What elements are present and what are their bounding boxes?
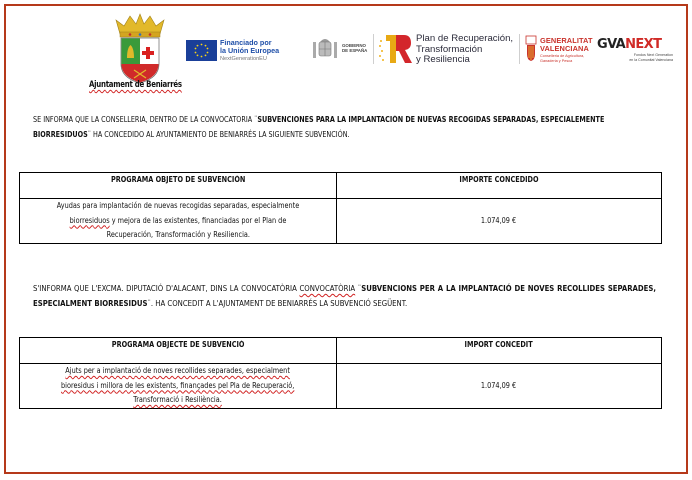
- subsidy-table-es: [19, 172, 662, 244]
- intro-es-text-2: ¨ HA CONCEDIDO AL AYUNTAMIENTO DE BENIARRÉS LA SIGUIENTE SUBVENCIÓN.: [87, 129, 350, 139]
- generalitat-line4: Ganaderia y Pesca: [540, 59, 573, 64]
- town-caption-text: Ajuntament de Beniarrés: [89, 80, 182, 90]
- gobierno-logo-text: [342, 43, 367, 53]
- table-row: [20, 199, 662, 244]
- table-row: [20, 364, 662, 409]
- generalitat-line2: VALENCIANA: [540, 44, 589, 53]
- logo-divider: [373, 34, 374, 64]
- program-line: Ajuts per a implantació de noves recollides separades, especialment: [65, 366, 291, 375]
- gvanext-brand-b: NEXT: [625, 37, 662, 52]
- table-header-row: [20, 338, 662, 364]
- logo-divider: [519, 34, 520, 64]
- table-header-row: [20, 173, 662, 199]
- intro-paragraph-va: [33, 282, 656, 311]
- column-header-amount: [337, 173, 662, 199]
- intro-va-misspelled: CONVOCATÒRIA: [299, 284, 356, 293]
- prtr-line3: y Resiliencia: [416, 54, 470, 65]
- gobierno-line2: DE ESPAÑA: [342, 48, 368, 53]
- town-logo-caption: [89, 80, 182, 90]
- program-line: bioresidus i millora de les existents, finançades pel Pla de Recuperació,: [61, 380, 295, 390]
- amount-cell: [337, 199, 662, 244]
- program-cell: [20, 364, 337, 409]
- prtr-tr-mark-icon: [378, 33, 414, 65]
- program-line: Ayudas para implantación de nuevas recogidas separadas, especialmente: [56, 201, 300, 210]
- amount-value: 1.074,09 €: [481, 216, 517, 226]
- generalitat-line3: Conselleria de Agricultura,: [540, 54, 585, 58]
- gvanext-sub1: Fondos Next Generation: [633, 53, 673, 57]
- town-coat-of-arms-logo: [110, 12, 170, 86]
- column-header-program: [20, 338, 337, 364]
- prtr-line2: Transformación: [416, 43, 483, 55]
- amount-value: 1.074,09 €: [481, 381, 517, 391]
- gvanext-brand-a: GVA: [597, 37, 626, 52]
- eu-flag-icon: [186, 40, 217, 61]
- eu-logo-line3: NextGenerationEU: [220, 56, 267, 62]
- gvanext-logo: [597, 37, 673, 62]
- intro-paragraph-es: [33, 113, 656, 142]
- eu-logo-line1: Financiado por: [220, 38, 272, 47]
- generalitat-line1: GENERALITAT: [540, 36, 593, 45]
- intro-es-text-1: SE INFORMA QUE LA CONSELLERIA, DENTRO DE LA CONVOCATORIA ¨: [33, 115, 258, 124]
- generalitat-emblem-icon: [524, 34, 538, 62]
- gvanext-sub2: en la Comunitat Valenciana: [629, 58, 673, 62]
- column-header-amount: [337, 338, 662, 364]
- intro-va-text-2: ¨: [355, 284, 362, 293]
- subsidy-table-va: [19, 337, 662, 409]
- eu-funding-logo: [220, 39, 279, 63]
- program-line: Transformació i Resiliència.: [133, 395, 223, 404]
- intro-va-bold: SUBVENCIONS PER A LA IMPLANTACIÓ DE NOVES RECOLLIDES SEPARADES, ESPECIALMENT BIORRESIDUS: [33, 284, 656, 308]
- column-header-program-text: PROGRAMA OBJECTE DE SUBVENCIÓ: [111, 340, 245, 349]
- program-line-text: y mejora de las existentes, financiadas por el Plan de: [109, 215, 287, 225]
- program-word-misspelled: biorresiduos: [69, 215, 110, 225]
- program-line: Recuperación, Transformación y Resiliencia.: [106, 230, 250, 239]
- prtr-line1: Plan de Recuperación,: [416, 33, 514, 44]
- gobierno-line1: GOBIERNO: [342, 43, 366, 48]
- program-cell: [20, 199, 337, 244]
- column-header-program: [20, 173, 337, 199]
- amount-cell: [337, 364, 662, 409]
- eu-logo-line2: la Unión Europea: [220, 46, 280, 55]
- intro-va-text-1: S'INFORMA QUE L'EXCMA. DIPUTACIÓ D'ALACANT, DINS LA CONVOCATÒRIA: [33, 284, 300, 293]
- prtr-logo-text: [416, 34, 513, 66]
- intro-va-text-3: ¨. HA CONCEDIT A L'AJUNTAMENT DE BENIARRÉS LA SUBVENCIÓ SEGÜENT.: [147, 298, 408, 308]
- program-line: [70, 214, 287, 229]
- generalitat-logo-text: [540, 37, 593, 63]
- column-header-program-text: PROGRAMA OBJETO DE SUBVENCIÓN: [110, 175, 246, 184]
- column-header-amount-text: IMPORTE CONCEDIDO: [459, 175, 539, 184]
- spain-coat-of-arms-icon: [310, 36, 340, 62]
- column-header-amount-text: IMPORT CONCEDIT: [464, 340, 534, 349]
- intro-es-bold: SUBVENCIONES PARA LA IMPLANTACIÓN DE NUEVAS RECOGIDAS SEPARADAS, ESPECIALEMENTE BIORRESIDUOS: [33, 115, 605, 139]
